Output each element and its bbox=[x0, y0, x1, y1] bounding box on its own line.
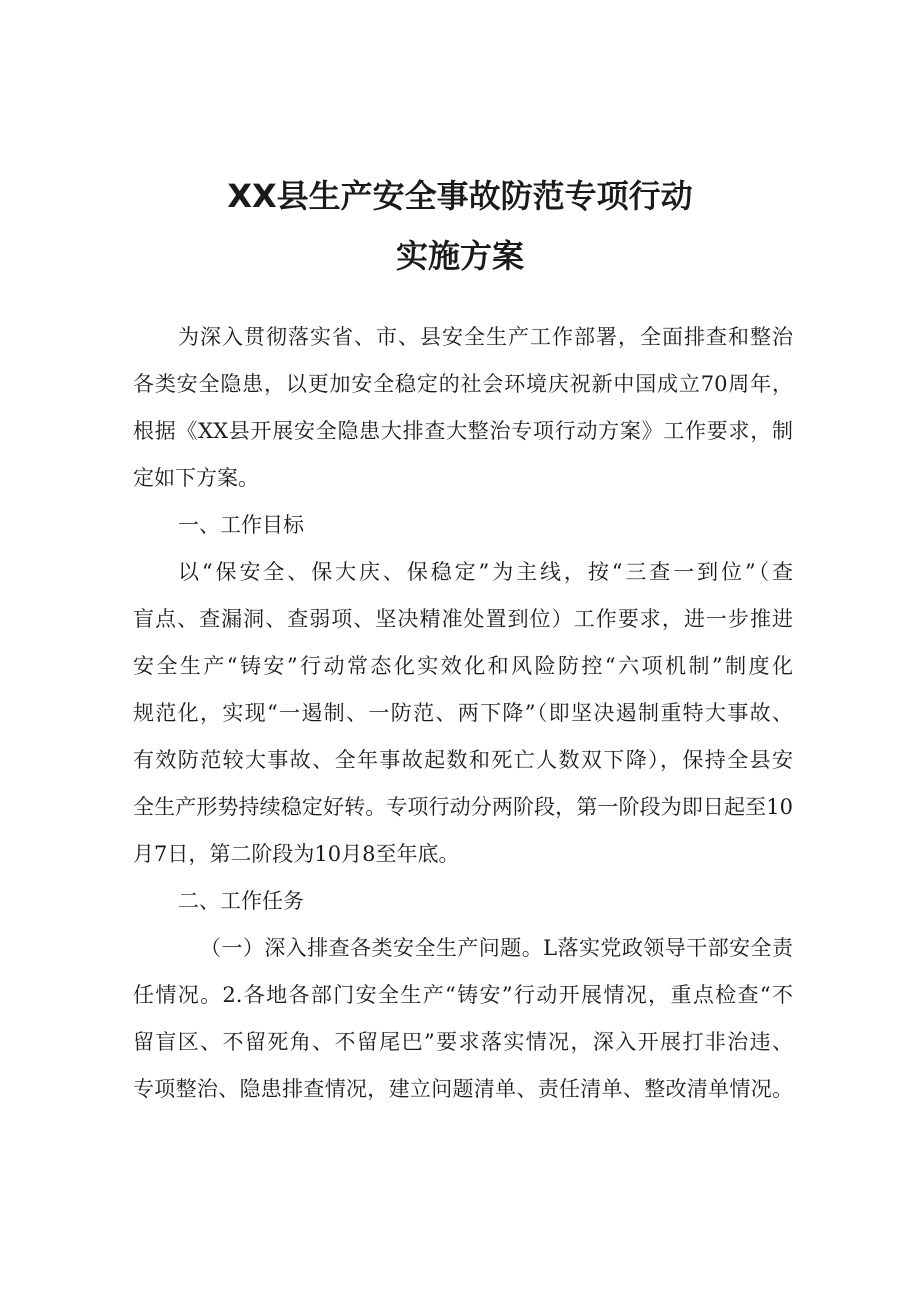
section-heading-tasks: 二、工作任务 bbox=[178, 889, 304, 913]
paragraph-tasks-line-1: （一）深入排查各类安全生产问题。L落实党政领导干部安全责 bbox=[200, 936, 793, 960]
paragraph-tasks-line-2: 任情况。2.各地各部门安全生产“铸安”行动开展情况，重点检查“不 bbox=[133, 983, 793, 1007]
paragraph-intro-line-4: 定如下方案。 bbox=[133, 466, 259, 490]
paragraph-goals-line-2: 盲点、查漏洞、查弱项、坚决精准处置到位）工作要求，进一步推进 bbox=[133, 607, 793, 631]
paragraph-goals-line-3: 安全生产“铸安”行动常态化实效化和风险防控“六项机制”制度化 bbox=[133, 654, 793, 678]
paragraph-goals-line-6: 全生产形势持续稳定好转。专项行动分两阶段，第一阶段为即日起至10 bbox=[133, 795, 793, 819]
paragraph-goals-line-1: 以“保安全、保大庆、保稳定”为主线，按“三查一到位”（查 bbox=[178, 560, 793, 584]
paragraph-goals-line-4: 规范化，实现“一遏制、一防范、两下降”（即坚决遏制重特大事故、 bbox=[133, 701, 793, 725]
paragraph-goals-line-5: 有效防范较大事故、全年事故起数和死亡人数双下降），保持全县安 bbox=[133, 748, 793, 772]
paragraph-goals-line-7: 月7日，第二阶段为10月8至年底。 bbox=[133, 842, 460, 866]
document-title-line-1: XX县生产安全事故防范专项行动 bbox=[227, 177, 693, 215]
document-title-line-2: 实施方案 bbox=[395, 237, 524, 275]
paragraph-tasks-line-3: 留盲区、不留死角、不留尾巴”要求落实情况，深入开展打非治违、 bbox=[133, 1030, 793, 1054]
paragraph-intro-line-2: 各类安全隐患，以更加安全稳定的社会环境庆祝新中国成立70周年， bbox=[133, 372, 793, 396]
paragraph-tasks-line-4: 专项整治、隐患排查情况，建立问题清单、责任清单、整改清单情况。 bbox=[133, 1077, 793, 1101]
section-heading-goals: 一、工作目标 bbox=[178, 513, 304, 537]
paragraph-intro-line-3: 根据《XX县开展安全隐患大排查大整治专项行动方案》工作要求，制 bbox=[133, 419, 793, 443]
paragraph-intro-line-1: 为深入贯彻落实省、市、县安全生产工作部署，全面排查和整治 bbox=[178, 325, 793, 349]
